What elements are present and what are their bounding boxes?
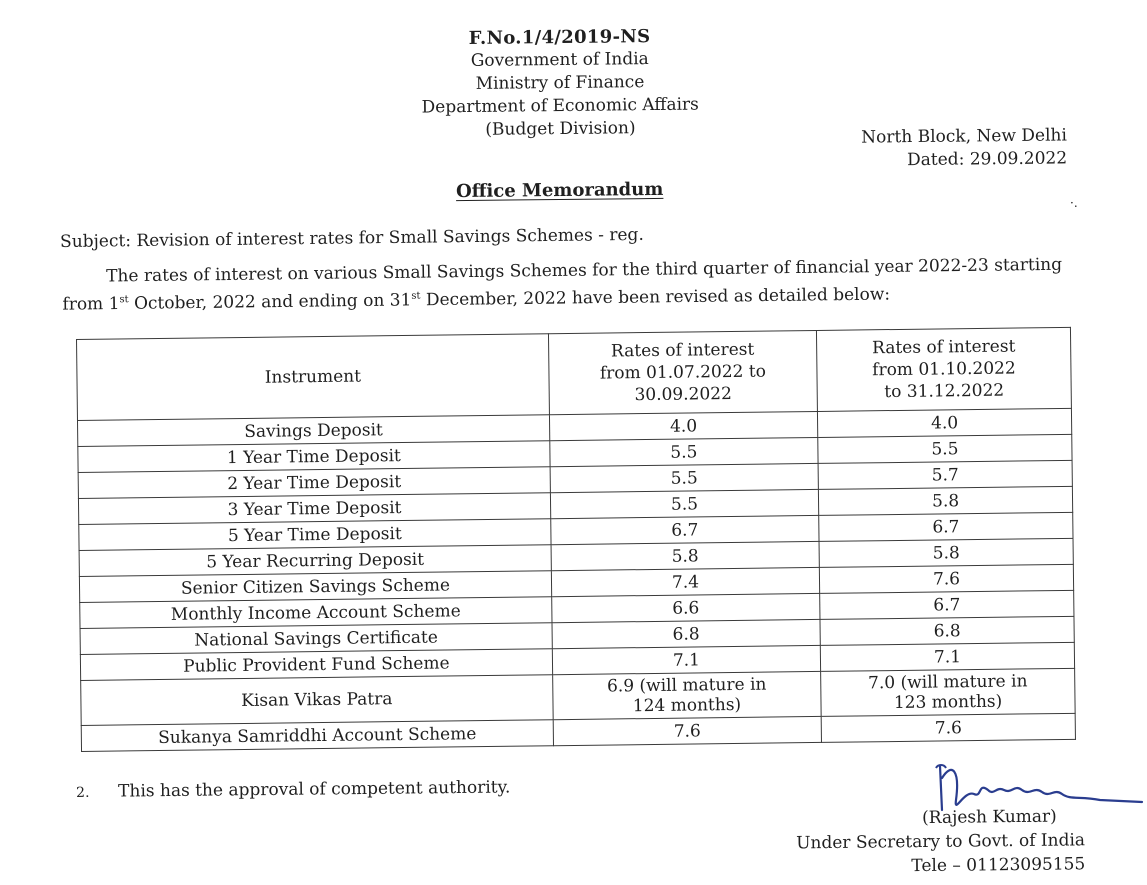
instrument-cell: 2 Year Time Deposit xyxy=(78,467,550,499)
instrument-cell: Monthly Income Account Scheme xyxy=(80,597,552,629)
new-rate-cell: 5.8 xyxy=(819,538,1073,567)
new-rate-cell: 6.8 xyxy=(820,616,1074,645)
old-rate-cell: 5.5 xyxy=(550,489,819,518)
header-old-line: 30.09.2022 xyxy=(634,383,732,406)
new-rate-cell: 6.7 xyxy=(820,590,1074,619)
header-instrument: Instrument xyxy=(77,334,550,421)
intro-text-1: The rates of interest on various Small Savings Schemes for the third quarter of financial year 2022-23 starting from 1 xyxy=(62,254,1063,315)
new-rate-cell: 5.7 xyxy=(818,460,1072,489)
instrument-cell: Senior Citizen Savings Scheme xyxy=(79,571,551,603)
letterhead xyxy=(399,24,720,142)
paragraph-number: 2. xyxy=(76,784,90,801)
new-rate-cell: 7.1 xyxy=(820,642,1074,671)
old-rate-cell: 4.0 xyxy=(549,411,818,440)
instrument-cell: 5 Year Recurring Deposit xyxy=(79,545,551,577)
instrument-cell: Public Provident Fund Scheme xyxy=(80,649,552,681)
letterhead-division: (Budget Division) xyxy=(485,118,636,140)
instrument-cell: Savings Deposit xyxy=(77,415,549,447)
old-rate-cell: 5.8 xyxy=(551,541,820,570)
old-rate-line: 6.9 (will mature in xyxy=(606,674,767,697)
signatory-name: (Rajesh Kumar) xyxy=(921,806,1057,829)
instrument-cell: 1 Year Time Deposit xyxy=(78,441,550,473)
table-header-row xyxy=(77,327,1072,420)
instrument-cell: National Savings Certificate xyxy=(80,623,552,655)
new-rate-line: 123 months) xyxy=(893,691,1003,714)
new-rate-cell: 5.8 xyxy=(818,486,1072,515)
intro-text-3: December, 2022 have been revised as detailed below: xyxy=(420,284,891,311)
header-old-rates xyxy=(548,330,817,414)
intro-paragraph xyxy=(62,254,1078,317)
old-rate-cell: 6.8 xyxy=(552,619,821,648)
header-old-line: Rates of interest xyxy=(610,339,755,362)
old-rate-cell: 6.6 xyxy=(551,593,820,622)
signatory-designation: Under Secretary to Govt. of India xyxy=(796,830,1086,854)
instrument-cell: 5 Year Time Deposit xyxy=(79,519,551,551)
old-rate-cell: 6.7 xyxy=(551,515,820,544)
new-rate-cell: 7.6 xyxy=(821,713,1075,742)
new-rate-cell: 7.6 xyxy=(819,564,1073,593)
instrument-cell: Kisan Vikas Patra xyxy=(81,675,553,726)
subject-line: Subject: Revision of interest rates for Small Savings Schemes - reg. xyxy=(60,224,644,252)
instrument-cell: 3 Year Time Deposit xyxy=(78,493,550,525)
header-new-rates xyxy=(817,327,1072,411)
intro-superscript-1: st xyxy=(119,294,129,306)
old-rate-cell: 7.4 xyxy=(551,567,820,596)
header-old-line: from 01.07.2022 to xyxy=(599,361,767,384)
old-rate-cell: 5.5 xyxy=(550,437,819,466)
old-rate-cell: 7.1 xyxy=(552,645,821,674)
place-and-date xyxy=(767,124,1067,173)
header-new-line: Rates of interest xyxy=(871,336,1016,359)
file-number: F.No.1/4/2019-NS xyxy=(468,26,651,49)
memo-title: Office Memorandum xyxy=(455,178,664,203)
old-rate-cell: 7.6 xyxy=(553,716,822,745)
intro-superscript-2: st xyxy=(411,290,421,302)
letterhead-department: Department of Economic Affairs xyxy=(421,94,699,118)
signatory-telephone: Tele – 01123095155 xyxy=(911,854,1086,877)
interest-rates-table xyxy=(76,327,1076,752)
approval-text: This has the approval of competent authority. xyxy=(117,777,511,802)
new-rate-cell: 6.7 xyxy=(819,512,1073,541)
instrument-cell: Sukanya Samriddhi Account Scheme xyxy=(81,720,553,752)
new-rate-cell: 5.5 xyxy=(818,434,1072,463)
scan-speck: ·. xyxy=(1070,196,1078,210)
header-new-line: to 31.12.2022 xyxy=(884,380,1005,403)
intro-text-2: October, 2022 and ending on 31 xyxy=(128,290,412,314)
old-rate-cell: 5.5 xyxy=(550,463,819,492)
approval-paragraph xyxy=(76,777,510,802)
signatory-block xyxy=(765,804,1086,879)
letterhead-ministry: Ministry of Finance xyxy=(475,72,645,94)
old-rate-line: 124 months) xyxy=(632,694,742,717)
new-rate-cell xyxy=(821,668,1075,716)
date: Dated: 29.09.2022 xyxy=(906,148,1068,171)
old-rate-cell xyxy=(552,671,821,719)
letterhead-government: Government of India xyxy=(470,49,649,71)
new-rate-line: 7.0 (will mature in xyxy=(868,671,1028,694)
header-new-line: from 01.10.2022 xyxy=(872,358,1016,381)
place: North Block, New Delhi xyxy=(861,125,1067,148)
new-rate-cell: 4.0 xyxy=(818,408,1072,437)
